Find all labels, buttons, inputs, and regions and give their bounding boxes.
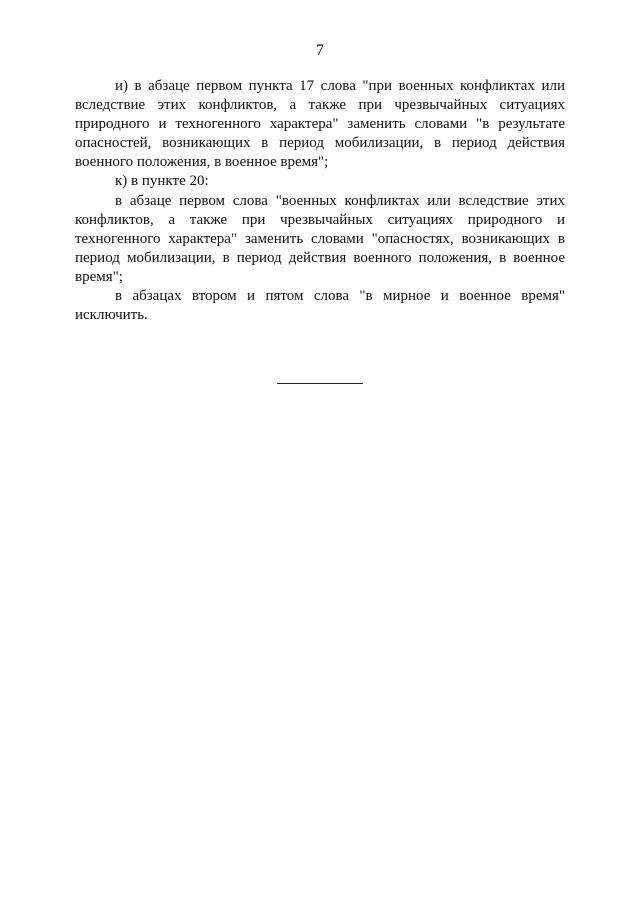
end-of-document-line <box>277 383 363 384</box>
page-number: 7 <box>316 42 324 59</box>
document-body <box>75 77 565 325</box>
paragraph-item-i: и) в абзаце первом пункта 17 слова "при военных конфликтах или вследствие этих конфликтов, а также при чрезвычайных ситуациях природного и техногенного характера" заменить словами "в результате опасностей, возникающих в период мобилизации, в период действия военного положения, в военное время"; <box>75 78 565 171</box>
paragraph-second-fifth-abzac-change: в абзацах втором и пятом слова "в мирное и военное время" исключить. <box>75 288 565 324</box>
paragraph-item-k-heading: к) в пункте 20: <box>115 173 209 190</box>
paragraph-first-abzac-change: в абзаце первом слова "военных конфликтах или вследствие этих конфликтов, а также при чрезвычайных ситуациях природного и техногенного характера" заменить словами "опасностях, возникающих в период мобилизации, в период действия военного положения, в военное время"; <box>75 192 565 285</box>
